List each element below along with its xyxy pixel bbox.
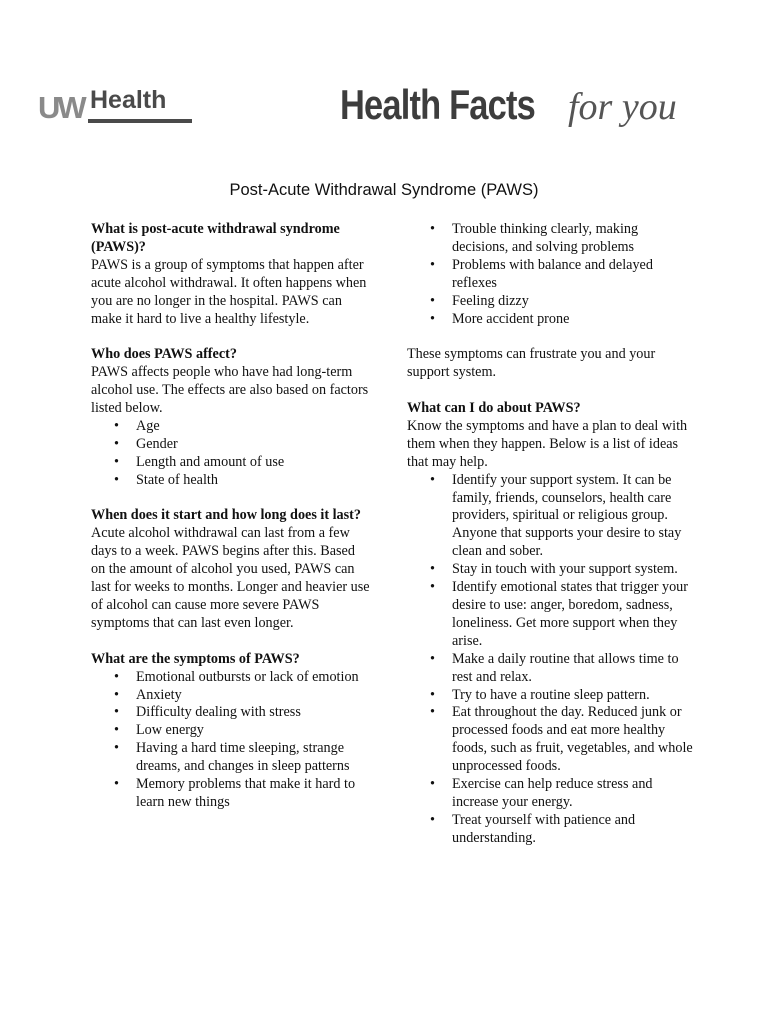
brand-sub-text: for you — [568, 86, 677, 128]
health-facts-brand — [340, 81, 677, 128]
logo-underline — [88, 119, 192, 123]
list-item: • Anxiety — [136, 687, 371, 705]
list-item: • Trouble thinking clearly, making decisions, and solving problems — [452, 221, 697, 257]
section-heading: Who does PAWS affect? — [91, 346, 237, 363]
section-duration — [91, 507, 371, 632]
section-body: PAWS is a group of symptoms that happen after acute alcohol withdrawal. It often happens when you are no longer in the hospital. PAWS can make it hard to live a healthy lifestyle. — [91, 256, 367, 327]
uw-health-logo — [38, 84, 194, 126]
section-body: These symptoms can frustrate you and your support system. — [407, 346, 656, 381]
symptoms-list — [91, 669, 371, 812]
list-item: • Low energy — [136, 722, 371, 740]
list-item: • Problems with balance and delayed reflexes — [452, 257, 697, 293]
list-item: • Feeling dizzy — [452, 293, 697, 311]
list-item: • Age — [136, 418, 371, 436]
left-column — [91, 221, 371, 830]
section-what-can-i-do — [407, 400, 697, 848]
list-item: • Having a hard time sleeping, strange dreams, and changes in sleep patterns — [136, 740, 371, 776]
logo-health-text: Health — [90, 86, 167, 114]
page-header — [0, 0, 768, 160]
section-who-affected — [91, 346, 371, 489]
section-body: Acute alcohol withdrawal can last from a few days to a week. PAWS begins after this. Based on the amount of alcohol you used, PAWS can last for weeks to months. Longer and heavier use of alcohol can cause more severe PAWS symptoms that can last even longer. — [91, 525, 370, 631]
list-item: • Eat throughout the day. Reduced junk or processed foods and eat more healthy foods, such as fruit, vegetables, and whole unprocessed foods. — [452, 704, 697, 776]
section-frustrate — [407, 346, 697, 382]
section-body: Know the symptoms and have a plan to deal with them when they happen. Below is a list of ideas that may help. — [407, 417, 688, 470]
section-symptoms-continued — [407, 221, 697, 328]
logo-uw-text: UW — [38, 90, 84, 125]
ideas-list — [407, 472, 697, 848]
list-item: • Try to have a routine sleep pattern. — [452, 687, 697, 705]
list-item: • Emotional outbursts or lack of emotion — [136, 669, 371, 687]
symptoms-list-continued — [407, 221, 697, 328]
list-item: • Stay in touch with your support system. — [452, 561, 697, 579]
document-title: Post-Acute Withdrawal Syndrome (PAWS) — [229, 181, 539, 199]
list-item: • Memory problems that make it hard to learn new things — [136, 776, 371, 812]
list-item: • Treat yourself with patience and understanding. — [452, 812, 697, 848]
list-item: • Identify your support system. It can be family, friends, counselors, health care providers, spiritual or religious group. Anyone that supports your desire to stay clean and sober. — [452, 472, 697, 562]
section-heading: What is post-acute withdrawal syndrome (PAWS)? — [91, 221, 340, 255]
brand-main-text: Health Facts — [340, 81, 535, 128]
list-item: • Length and amount of use — [136, 454, 371, 472]
list-item: • Make a daily routine that allows time to rest and relax. — [452, 651, 697, 687]
section-what-is-paws — [91, 221, 371, 328]
list-item: • Identify emotional states that trigger your desire to use: anger, boredom, sadness, loneliness. Get more support when they arise. — [452, 579, 697, 651]
list-item: • Gender — [136, 436, 371, 454]
list-item: • Exercise can help reduce stress and increase your energy. — [452, 776, 697, 812]
list-item: • More accident prone — [452, 311, 697, 329]
section-heading: What are the symptoms of PAWS? — [91, 650, 300, 667]
section-heading: What can I do about PAWS? — [407, 400, 581, 417]
section-heading: When does it start and how long does it last? — [91, 507, 361, 524]
right-column — [407, 221, 697, 866]
list-item: • Difficulty dealing with stress — [136, 704, 371, 722]
section-body: PAWS affects people who have had long-term alcohol use. The effects are also based on factors listed below. — [91, 364, 369, 417]
factors-list — [91, 418, 371, 490]
list-item: • State of health — [136, 472, 371, 490]
section-symptoms — [91, 651, 371, 812]
